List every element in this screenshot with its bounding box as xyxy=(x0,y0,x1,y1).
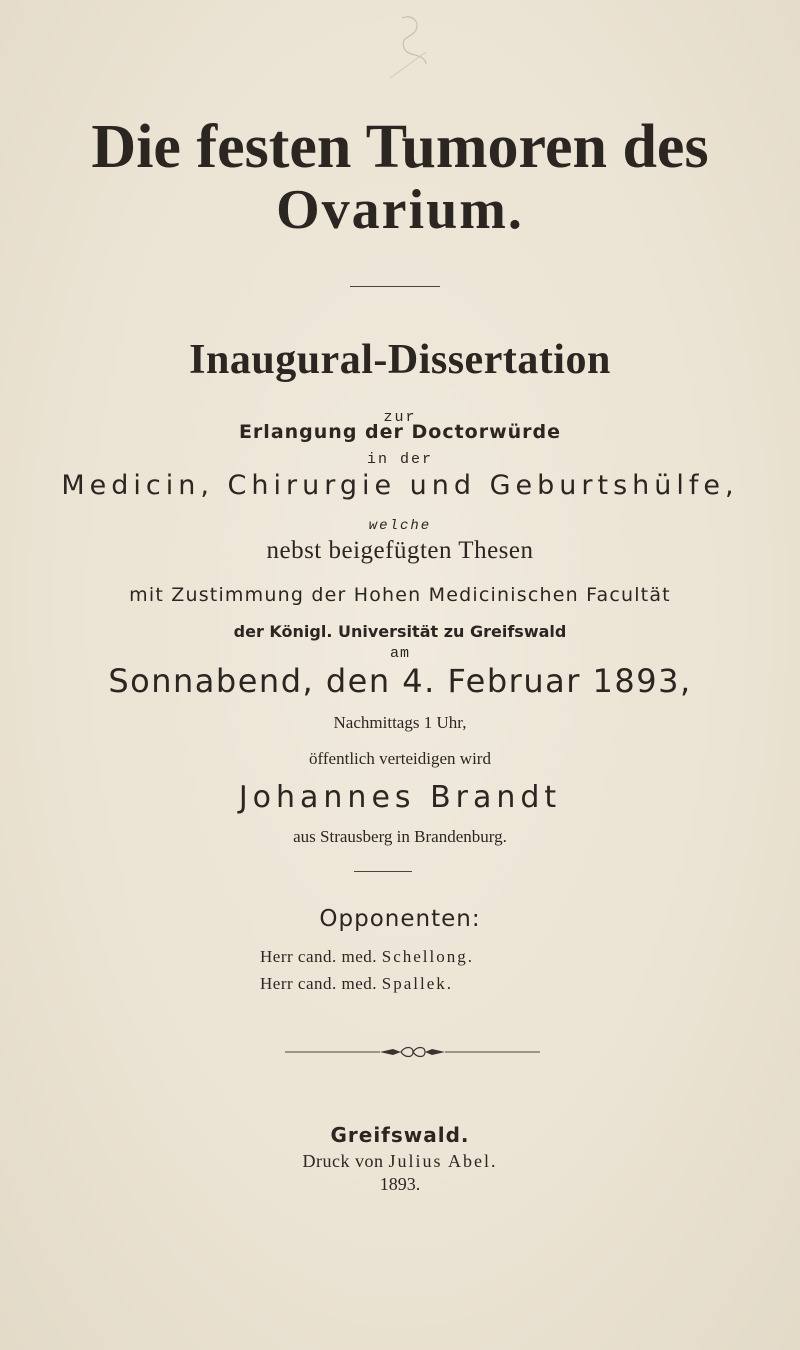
zur-text: zur xyxy=(383,409,417,426)
consent-text: mit Zustimmung der Hohen Medicinischen Facultät xyxy=(129,584,671,606)
opponent-prefix: Herr cand. med. xyxy=(260,974,382,993)
purpose-text: Erlangung der Doctorwürde xyxy=(238,421,562,443)
welche-text: welche xyxy=(368,518,432,534)
opponent-prefix: Herr cand. med. xyxy=(260,947,382,966)
origin-text: aus Strausberg in Brandenburg. xyxy=(293,827,507,846)
time-text: Nachmittags 1 Uhr, xyxy=(333,713,467,732)
imprint-year: 1893. xyxy=(379,1174,421,1194)
imprint-city: Greifswald. xyxy=(330,1123,470,1147)
printer-name: Julius Abel. xyxy=(388,1151,498,1171)
divider-rule xyxy=(350,286,440,287)
opponent-name: Spallek. xyxy=(381,974,454,993)
divider-rule-2 xyxy=(354,871,412,872)
am-text: am xyxy=(389,645,410,662)
theses-text: nebst beigefügten Thesen xyxy=(266,537,534,564)
title-line-2: Ovarium. xyxy=(276,179,524,241)
faculties-text: Medicin, Chirurgie und Geburtshülfe, xyxy=(61,470,739,501)
ornament-divider xyxy=(285,1045,540,1059)
title-line-1: Die festen Tumoren des xyxy=(91,113,709,181)
faint-stamp-mark xyxy=(380,8,440,88)
university-text: der Königl. Universität zu Greifswald xyxy=(233,622,567,641)
date-text: Sonnabend, den 4. Februar 1893, xyxy=(108,662,692,700)
in-der-text: in der xyxy=(366,451,433,468)
imprint-printer xyxy=(0,1151,800,1172)
defended-text: öffentlich verteidigen wird xyxy=(309,749,491,768)
opponent-name: Schellong. xyxy=(381,947,475,966)
opponents-heading: Opponenten: xyxy=(319,906,481,932)
opponent-line xyxy=(260,947,474,967)
author-name: Johannes Brandt xyxy=(238,780,562,815)
dissertation-heading: Inaugural-Dissertation xyxy=(189,337,611,383)
printer-prefix: Druck von xyxy=(302,1151,389,1171)
opponent-line xyxy=(260,974,453,994)
